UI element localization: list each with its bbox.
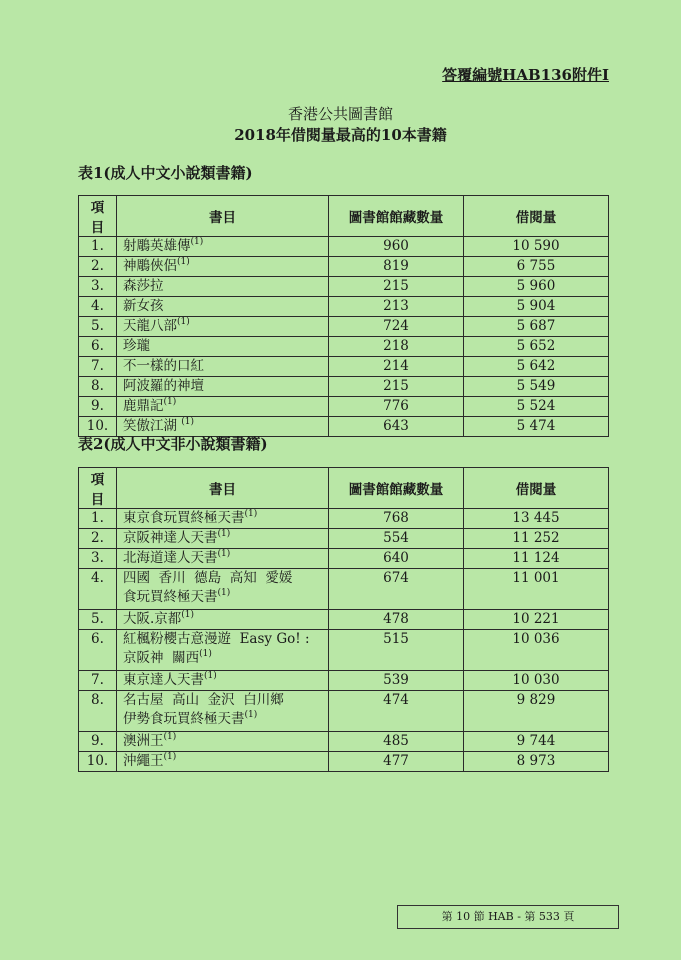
item-number: 2. [79, 257, 117, 277]
item-number: 10. [79, 417, 117, 437]
table-row [79, 630, 609, 671]
book-title-line [123, 649, 322, 668]
library-stock: 554 [329, 529, 464, 549]
footnote-marker: (1) [177, 257, 190, 267]
library-stock: 215 [329, 377, 464, 397]
table-row [79, 377, 609, 397]
footnote-marker: (1) [217, 549, 231, 559]
loan-count: 5 960 [464, 277, 609, 297]
book-title [117, 610, 329, 630]
table-row [79, 691, 609, 732]
item-number: 1. [79, 237, 117, 257]
book-title-line [123, 529, 322, 548]
col-header-stock: 圖書館館藏數量 [329, 196, 464, 237]
book-title-text: 笑傲江湖 [123, 418, 182, 434]
book-title-text: 天龍八部 [123, 318, 177, 334]
book-title [117, 529, 329, 549]
table-row [79, 397, 609, 417]
book-title-text: 北海道達人天書 [123, 550, 218, 566]
col-header-item: 項目 [79, 468, 117, 509]
loan-count: 10 030 [464, 671, 609, 691]
table-row [79, 752, 609, 772]
book-title-line [123, 610, 322, 629]
item-number: 5. [79, 610, 117, 630]
library-stock: 215 [329, 277, 464, 297]
book-title-text: 食玩買終極天書 [123, 589, 218, 605]
table-row [79, 569, 609, 610]
library-stock: 214 [329, 357, 464, 377]
book-title-line [123, 588, 322, 607]
footnote-marker: (1) [163, 732, 177, 742]
footnote-marker: (1) [217, 529, 231, 539]
table-row [79, 357, 609, 377]
footnote-marker: (1) [181, 417, 195, 427]
book-title-text: 新女孩 [123, 298, 164, 314]
book-title-text: 阿波羅的神壇 [123, 378, 204, 394]
library-stock: 218 [329, 337, 464, 357]
table-row [79, 237, 609, 257]
table1-fiction [78, 195, 609, 437]
library-stock: 960 [329, 237, 464, 257]
library-stock: 643 [329, 417, 464, 437]
library-stock: 515 [329, 630, 464, 671]
book-title [117, 257, 329, 277]
loan-count: 5 652 [464, 337, 609, 357]
col-header-stock: 圖書館館藏數量 [329, 468, 464, 509]
col-header-item: 項目 [79, 196, 117, 237]
table-row [79, 610, 609, 630]
col-header-title: 書目 [117, 468, 329, 509]
table2-header-row [79, 468, 609, 509]
book-title-line [123, 752, 322, 771]
book-title [117, 357, 329, 377]
loan-count: 11 252 [464, 529, 609, 549]
footnote-marker: (1) [181, 610, 195, 620]
book-title [117, 237, 329, 257]
loan-count: 10 221 [464, 610, 609, 630]
library-stock: 640 [329, 549, 464, 569]
footnote-marker: (1) [163, 752, 177, 762]
footnote-marker: (1) [244, 509, 258, 519]
loan-count: 5 687 [464, 317, 609, 337]
book-title-line [123, 732, 322, 751]
book-title [117, 397, 329, 417]
library-stock: 485 [329, 732, 464, 752]
item-number: 6. [79, 337, 117, 357]
loan-count: 11 124 [464, 549, 609, 569]
book-title-text: 伊勢食玩買終極天書 [123, 711, 245, 727]
document-heading [0, 104, 681, 146]
table2-caption: 表2(成人中文非小說類書籍) [78, 435, 268, 453]
book-title-text: 鹿鼎記 [123, 398, 164, 414]
item-number: 8. [79, 691, 117, 732]
book-title-text: 神鵰俠侶 [123, 258, 177, 274]
item-number: 9. [79, 732, 117, 752]
footnote-marker: (1) [204, 671, 217, 681]
book-title [117, 337, 329, 357]
item-number: 6. [79, 630, 117, 671]
loan-count: 5 524 [464, 397, 609, 417]
book-title-text: 京阪神 關西 [123, 650, 200, 666]
library-stock: 819 [329, 257, 464, 277]
table1-header-row [79, 196, 609, 237]
heading-line-1: 香港公共圖書館 [287, 105, 393, 123]
library-stock: 478 [329, 610, 464, 630]
book-title [117, 691, 329, 732]
footnote-marker: (1) [177, 317, 190, 327]
book-title-text: 名古屋 高山 金沢 白川鄉 [123, 692, 284, 708]
loan-count: 10 590 [464, 237, 609, 257]
book-title-line [123, 691, 322, 710]
table1-caption: 表1(成人中文小說類書籍) [78, 164, 253, 182]
item-number: 3. [79, 549, 117, 569]
table-row [79, 337, 609, 357]
loan-count: 6 755 [464, 257, 609, 277]
item-number: 1. [79, 509, 117, 529]
footnote-marker: (1) [190, 237, 204, 247]
footnote-marker: (1) [217, 588, 231, 598]
book-title-line [123, 710, 322, 729]
table-row [79, 509, 609, 529]
book-title-text: 沖繩王 [123, 753, 164, 769]
loan-count: 11 001 [464, 569, 609, 610]
loan-count: 5 549 [464, 377, 609, 397]
book-title-text: 森莎拉 [123, 278, 164, 294]
book-title-line [123, 569, 322, 588]
book-title-text: 東京達人天書 [123, 672, 204, 688]
book-title-text: 大阪.京都 [123, 611, 182, 627]
item-number: 4. [79, 569, 117, 610]
table-row [79, 297, 609, 317]
book-title-text: 不一樣的口紅 [123, 358, 204, 374]
loan-count: 9 744 [464, 732, 609, 752]
item-number: 4. [79, 297, 117, 317]
book-title-text: 東京食玩買終極天書 [123, 510, 245, 526]
footnote-marker: (1) [199, 649, 212, 659]
book-title [117, 752, 329, 772]
loan-count: 8 973 [464, 752, 609, 772]
item-number: 10. [79, 752, 117, 772]
footnote-marker: (1) [244, 710, 258, 720]
book-title-text: 澳洲王 [123, 733, 164, 749]
book-title [117, 317, 329, 337]
library-stock: 768 [329, 509, 464, 529]
table-row [79, 671, 609, 691]
table-row [79, 732, 609, 752]
book-title [117, 569, 329, 610]
library-stock: 776 [329, 397, 464, 417]
loan-count: 9 829 [464, 691, 609, 732]
table2-nonfiction [78, 467, 609, 772]
book-title-text: 珍瓏 [123, 338, 150, 354]
item-number: 5. [79, 317, 117, 337]
heading-line-2: 2018年借閱量最高的10本書籍 [234, 126, 447, 144]
library-stock: 724 [329, 317, 464, 337]
book-title-text: 京阪神達人天書 [123, 530, 218, 546]
item-number: 9. [79, 397, 117, 417]
loan-count: 5 904 [464, 297, 609, 317]
book-title-line [123, 549, 322, 568]
book-title-line [123, 671, 322, 690]
item-number: 3. [79, 277, 117, 297]
book-title [117, 297, 329, 317]
book-title [117, 732, 329, 752]
table-row [79, 529, 609, 549]
library-stock: 474 [329, 691, 464, 732]
book-title [117, 509, 329, 529]
col-header-loans: 借閱量 [464, 196, 609, 237]
book-title [117, 671, 329, 691]
book-title [117, 549, 329, 569]
book-title-text: 射鵰英雄傳 [123, 238, 191, 254]
book-title-line [123, 630, 322, 649]
library-stock: 477 [329, 752, 464, 772]
library-stock: 213 [329, 297, 464, 317]
book-title [117, 277, 329, 297]
book-title-line [123, 509, 322, 528]
item-number: 7. [79, 671, 117, 691]
book-title-text: 四國 香川 德島 高知 愛媛 [123, 570, 293, 586]
loan-count: 5 642 [464, 357, 609, 377]
footnote-marker: (1) [163, 397, 177, 407]
item-number: 8. [79, 377, 117, 397]
library-stock: 674 [329, 569, 464, 610]
loan-count: 13 445 [464, 509, 609, 529]
library-stock: 539 [329, 671, 464, 691]
table-row [79, 549, 609, 569]
col-header-title: 書目 [117, 196, 329, 237]
book-title [117, 630, 329, 671]
reference-number: 答覆編號HAB136附件I [442, 66, 609, 84]
book-title [117, 377, 329, 397]
col-header-loans: 借閱量 [464, 468, 609, 509]
book-title-text: 紅楓粉櫻古意漫遊 Easy Go! : [123, 631, 310, 647]
page-footer: 第 10 節 HAB - 第 533 頁 [397, 905, 619, 929]
loan-count: 5 474 [464, 417, 609, 437]
table-row [79, 317, 609, 337]
table-row [79, 277, 609, 297]
table-row [79, 257, 609, 277]
item-number: 2. [79, 529, 117, 549]
loan-count: 10 036 [464, 630, 609, 671]
item-number: 7. [79, 357, 117, 377]
